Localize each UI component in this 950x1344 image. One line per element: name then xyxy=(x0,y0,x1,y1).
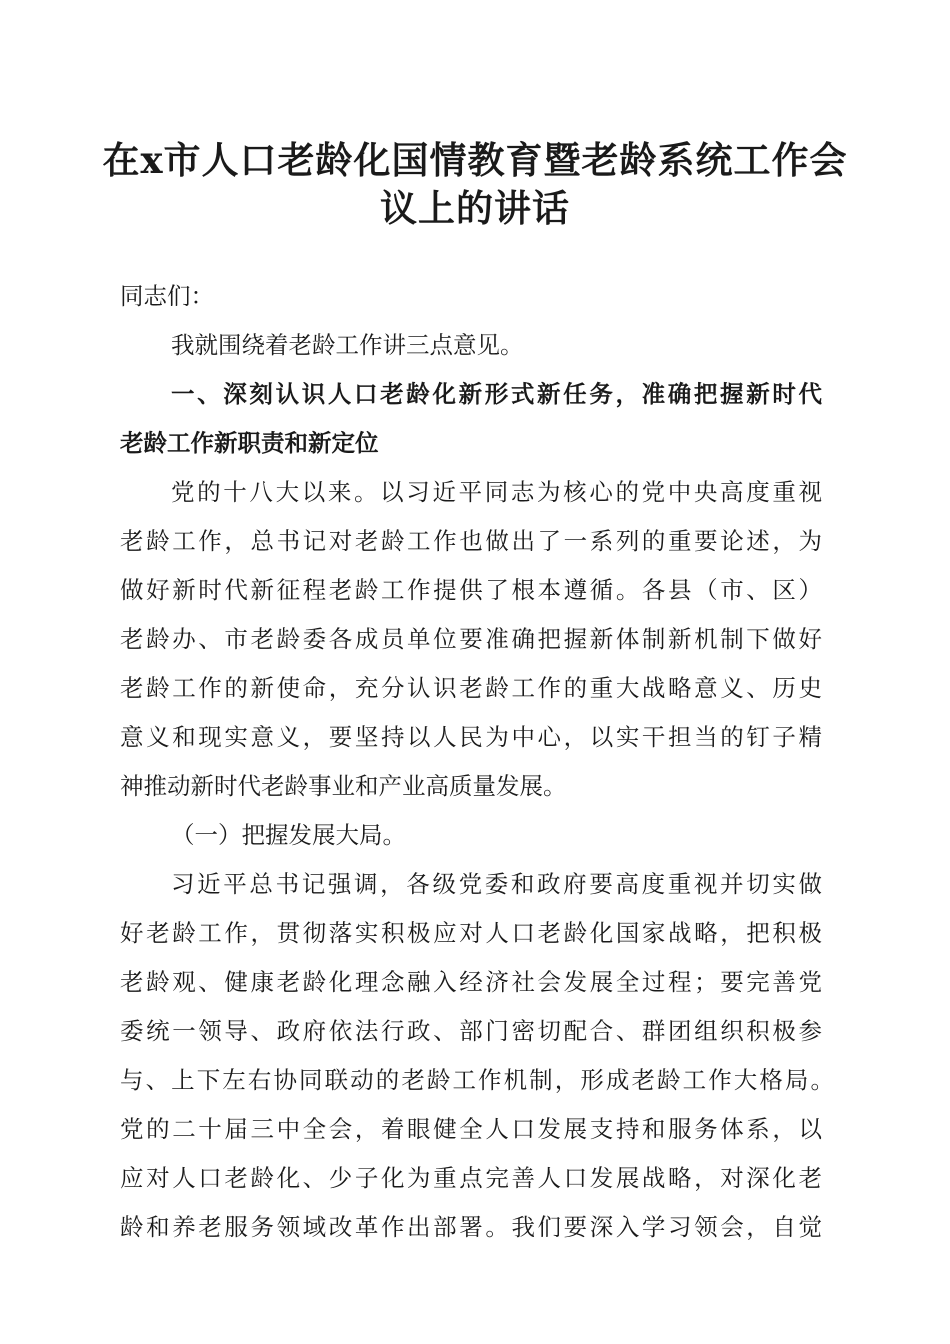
paragraph-2-line-8: 龄和养老服务领域改革作出部署。我们要深入学习领会，自觉 xyxy=(120,1213,822,1241)
section-heading-line-2: 老龄工作新职责和新定位 xyxy=(120,429,379,457)
paragraph-1-line-3: 做好新时代新征程老龄工作提供了根本遵循。各县（市、区） xyxy=(120,576,822,604)
paragraph-2-line-2: 好老龄工作，贯彻落实积极应对人口老龄化国家战略，把积极 xyxy=(120,919,822,947)
intro-paragraph: 我就围绕着老龄工作讲三点意见。 xyxy=(171,331,524,359)
paragraph-2-line-1: 习近平总书记强调，各级党委和政府要高度重视并切实做 xyxy=(171,870,822,898)
section-heading-line-1: 一、深刻认识人口老龄化新形式新任务，准确把握新时代 xyxy=(171,380,822,408)
document-title-line-1: 在x市人口老龄化国情教育暨老龄系统工作会 xyxy=(102,138,848,182)
paragraph-2-line-6: 党的二十届三中全会，着眼健全人口发展支持和服务体系，以 xyxy=(120,1115,822,1143)
paragraph-2-line-4: 委统一领导、政府依法行政、部门密切配合、群团组织积极参 xyxy=(120,1017,822,1045)
paragraph-2-line-3: 老龄观、健康老龄化理念融入经济社会发展全过程；要完善党 xyxy=(120,968,822,996)
subheading-1: （一）把握发展大局。 xyxy=(171,821,406,849)
paragraph-1-line-5: 老龄工作的新使命，充分认识老龄工作的重大战略意义、历史 xyxy=(120,674,822,702)
paragraph-1-line-1: 党的十八大以来。以习近平同志为核心的党中央高度重视 xyxy=(171,478,822,506)
paragraph-1-line-7: 神推动新时代老龄事业和产业高质量发展。 xyxy=(120,772,567,800)
paragraph-2-line-5: 与、上下左右协同联动的老龄工作机制，形成老龄工作大格局。 xyxy=(120,1066,834,1094)
paragraph-1-line-6: 意义和现实意义，要坚持以人民为中心，以实干担当的钉子精 xyxy=(120,723,822,751)
document-title-line-2: 议上的讲话 xyxy=(380,186,570,230)
paragraph-1-line-4: 老龄办、市老龄委各成员单位要准确把握新体制新机制下做好 xyxy=(120,625,822,653)
paragraph-2-line-7: 应对人口老龄化、少子化为重点完善人口发展战略，对深化老 xyxy=(120,1164,822,1192)
paragraph-1-line-2: 老龄工作，总书记对老龄工作也做出了一系列的重要论述，为 xyxy=(120,527,822,555)
salutation: 同志们： xyxy=(120,282,214,310)
